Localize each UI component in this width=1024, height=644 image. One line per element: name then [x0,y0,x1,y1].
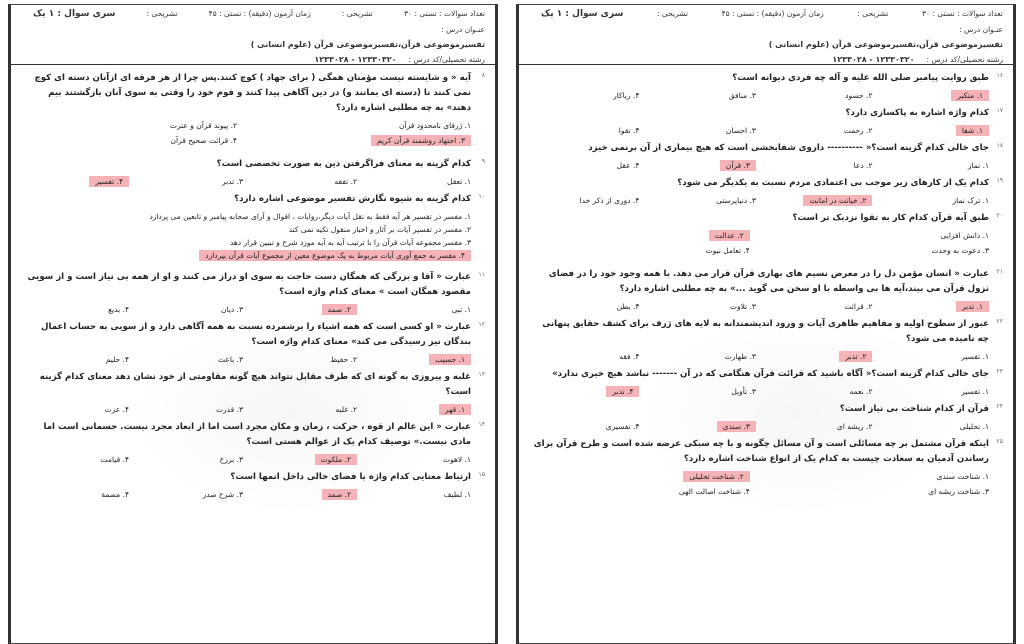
answer-option[interactable] [135,177,243,186]
question-text [529,317,1003,347]
highlighted-answer: ۴. تفسیر [89,176,129,187]
option-label: ۲. نعمه [849,387,873,396]
exam-header [11,5,495,65]
option-label: ۳. دعوت به وحدت [931,246,989,255]
course-title: تفسیرموضوعی قرآن،تفسیرموضوعی قرآن (علوم انسانی ) [768,40,1003,49]
option-label: ۱. شناخت سندی [936,472,989,481]
answer-options [529,387,1003,396]
field-code: ۱۲۳۳۰۳۲۰ - ۱۲۳۳۰۲۸ [832,55,915,64]
answer-option[interactable] [249,405,357,414]
answer-options [529,422,1003,431]
question-text [529,367,1003,382]
answer-option[interactable] [21,251,471,260]
option-label: ۳. باعث [217,355,243,364]
option-label: ۱. مفسر در تفسیر هر آیه فقط به نقل آیات دیگر،روایات ، اقوال و آرای صحابه پیامبر و تابعین می پردازد [149,212,471,221]
question-text [529,176,1003,191]
question-stem: کدام گزینه به معنای فراگرفتن دین به صورت تخصصی است؟ [216,159,471,169]
answer-option[interactable] [646,352,756,361]
answer-options [529,91,1003,100]
highlighted-answer: ۲. شناخت تحلیلی [683,471,749,482]
option-label: ۴. قیامت [100,455,129,464]
option-label: ۴. حلیم [105,355,129,364]
answer-options [21,455,485,464]
question-count: تعداد سوالات : تستی : ۳۰ [922,9,1003,18]
answer-option[interactable] [529,91,639,100]
question-text [529,267,1003,297]
answer-option[interactable] [255,136,471,145]
answer-option[interactable] [249,177,357,186]
option-label: ۱. دانش افزایی [940,231,989,240]
answer-options [21,355,485,364]
answer-options [21,305,485,314]
option-label: ۴. فقه [619,352,640,361]
question-number: ۲۲ [996,318,1003,325]
essay-count: تشریحی : [341,9,373,18]
answer-option[interactable] [646,422,756,431]
question-number: ۱۱ [478,271,485,278]
question-number: ۱۰ [478,193,485,200]
question-number: ۲۵ [996,438,1003,445]
option-label: ۳. طهارت [724,352,756,361]
question-item [529,141,1003,170]
answer-option[interactable] [21,305,129,314]
option-label: ۴. عقل [616,161,640,170]
question-text [21,470,485,485]
option-label: ۱. لطیف [443,490,471,499]
option-label: ۴. دوری از ذکر خدا [579,196,640,205]
option-label: ۲. تفقه [334,177,357,186]
option-label: ۳. تلاوت [729,302,756,311]
exam-duration: زمان آزمون (دقیقه) : تستی : ۴۵ [208,9,311,18]
answer-option[interactable] [762,196,872,205]
highlighted-answer: ۲. عدالت [709,230,750,241]
answer-option[interactable] [529,246,750,255]
option-label: ۲. رحمت [843,126,873,135]
question-text [529,437,1003,467]
answer-option[interactable] [135,490,243,499]
question-stem: طبق روایت پیامبر صلی الله علیه و آله چه فردی دیوانه است؟ [732,73,989,83]
highlighted-answer: ۱. حسیب [429,354,471,365]
option-label: ۴. تعامل نیوت [705,246,750,255]
answer-option[interactable] [363,490,471,499]
question-text [21,420,485,450]
answer-options [529,302,1003,311]
question-stem: عبارت « او کسی است که همه اشیاء را برشمرده نسبت به همه آگاهی دارد و از سویی به حساب اعمال بندگان نیز رسیدگی می کند» معنای کدام واژه است؟ [41,322,471,347]
option-label: ۳. قدرت [215,405,243,414]
option-label: ۴. تقوا [618,126,640,135]
question-stem: آیه « و شایسته نیست مؤمنان همگی ( برای جهاد ) کوچ کنند.پس چرا از هر فرقه ای ازآنان دسته ای کوچ نمی کنند تا (دسته ای بمانند و) در دین آگاهی پیدا کنند و قوم خود را وقتی به سوی آنان بازگشتند بیم دهند» به چه مطلبی اشاره دارد؟ [34,73,471,113]
answer-option[interactable] [768,487,989,496]
option-label: ۱. لاهوت [443,455,471,464]
question-number: ۲۳ [996,368,1003,375]
question-item [21,370,485,414]
option-label: ۱. نماز [967,161,989,170]
option-label: ۳. تدبر [221,177,243,186]
essay-count: تشریحی : [857,9,889,18]
question-item [529,106,1003,135]
highlighted-answer: ۳. قرآن [720,160,756,171]
question-item [529,267,1003,311]
question-text [21,71,485,116]
question-stem: غلبه و پیروزی به گونه ای که طرف مقابل نتواند هیچ گونه مقاومتی از خود نشان دهد معنای کدام گزینه است؟ [39,372,471,397]
answer-option[interactable] [529,161,639,170]
answer-option[interactable] [879,302,989,311]
option-label: ۴. بطن [616,302,640,311]
question-number: ۱۷ [996,107,1003,114]
question-number: ۱۲ [478,321,485,328]
answer-option[interactable] [21,212,471,221]
option-label: ۱. تعقل [447,177,471,186]
question-item [21,157,485,186]
question-number: ۲۴ [996,403,1003,410]
answer-option[interactable] [21,355,129,364]
question-count: تعداد سوالات : تستی : ۳۰ [404,9,485,18]
answer-option[interactable] [21,136,237,145]
answer-option[interactable] [762,387,872,396]
answer-option[interactable] [762,302,872,311]
answer-option[interactable] [646,196,756,205]
exam-header [519,5,1013,65]
answer-option[interactable] [879,91,989,100]
exam-page-left [8,4,498,644]
question-number: ۱۹ [996,177,1003,184]
option-label: ۱. نبی [451,305,471,314]
option-label: ۴. قرائت صحیح قرآن [170,136,237,145]
question-stem: جای خالی کدام گزینه است؟« آگاه باشید که قرائت قرآن هنگامی که در آن ------- نباشد هیچ خیری ندارد» [552,369,989,379]
highlighted-answer: ۱. شفا [956,125,989,136]
answer-option[interactable] [646,161,756,170]
answer-option[interactable] [363,305,471,314]
question-number: ۹ [481,158,485,165]
option-label: ۳. شناخت ریشه ای [928,487,989,496]
question-item [21,470,485,499]
highlighted-answer: ۲. ملکوت [315,454,357,465]
option-label: ۱. تحلیلی [959,422,989,431]
option-label: ۲. دعا [853,161,873,170]
answer-option[interactable] [363,177,471,186]
option-label: ۲. حفیظ [330,355,357,364]
question-series: سری سوال : ۱ یک [33,9,116,19]
answer-option[interactable] [762,91,872,100]
option-label: ۳. دیان [220,305,243,314]
question-text [21,192,485,207]
answer-option[interactable] [249,490,357,499]
option-label: ۴. مصمة [101,490,129,499]
answer-option[interactable] [21,225,471,234]
answer-options [529,231,1003,261]
answer-options [529,472,1003,502]
option-label: ۱. ژرفای نامحدود قرآن [399,121,471,130]
option-label: ۱. تفسیر [961,352,989,361]
highlighted-answer: ۲. تدبر [839,351,872,362]
answer-option[interactable] [768,472,989,481]
answer-option[interactable] [762,161,872,170]
answer-option[interactable] [879,126,989,135]
question-stem: طبق آیه قرآن کدام کار به تقوا نزدیک تر است؟ [792,213,989,223]
answer-option[interactable] [529,472,750,481]
option-label: ۳. احسان [725,126,756,135]
question-text [529,106,1003,121]
question-number: ۱۴ [478,421,485,428]
answer-option[interactable] [762,422,872,431]
option-label: ۳. دنیاپرستی [716,196,756,205]
question-text [21,320,485,350]
answer-options [21,212,485,264]
question-stem: کدام گزینه به شیوه نگارش تفسیر موضوعی اشاره دارد؟ [234,194,471,204]
answer-option[interactable] [255,121,471,130]
question-item [529,317,1003,361]
answer-option[interactable] [363,455,471,464]
option-label: ۳. شرح صدر [202,490,243,499]
answer-option[interactable] [21,177,129,186]
answer-option[interactable] [879,161,989,170]
highlighted-answer: ۴. تدبر [606,386,639,397]
option-label: ۲. غلبه [335,405,357,414]
answer-option[interactable] [529,196,639,205]
field-label: رشته تحصیلی/کد درس : [408,55,485,64]
field-label: رشته تحصیلی/کد درس : [926,55,1003,64]
question-item [529,176,1003,205]
option-label: ۳. برزخ [219,455,243,464]
question-item [21,420,485,464]
option-label: ۲. حسود [845,91,873,100]
highlighted-answer: ۲. خیانت در امانت [803,195,872,206]
highlighted-answer: ۱. تدبر [956,301,989,312]
answer-options [529,196,1003,205]
exam-page-right [516,4,1016,644]
option-label: ۲. پیوند قرآن و عترت [169,121,237,130]
highlighted-answer: ۳. سندی [717,421,756,432]
question-series: سری سوال : ۱ یک [541,9,624,19]
highlighted-answer: ۲. صمد [322,304,357,315]
highlighted-answer: ۱. قهر [439,404,471,415]
answer-option[interactable] [529,302,639,311]
answer-option[interactable] [529,126,639,135]
option-label: ۴. شناخت اصالت الهی [678,487,750,496]
question-text [529,211,1003,226]
question-stem: کدام یک از کارهای زیر موجب بی اعتمادی مردم نسبت به یکدیگر می شود؟ [677,178,989,188]
option-label: ۳. منافق [728,91,756,100]
question-stem: عبور از سطوح اولیه و مفاهیم ظاهری آیات و ورود اندیشمندانه به لایه های ژرف برای کشف حقایق پنهانی چه نامیده می شود؟ [542,319,989,344]
answer-option[interactable] [529,487,750,496]
question-stem: عبارت « انسان مؤمن دل را در معرض نسیم های بهاری قرآن قرار می دهد. با همه وجود خود را در فضای نزول قرآن می بیند،آیه ها بی واسطه با او سخن می گوید ...» به چه مطلبی اشاره دارد؟ [548,269,989,294]
question-stem: ارتباط معنایی کدام واژه با فضای خالی داخل انمها است؟ [230,472,471,482]
question-list [519,65,1013,514]
answer-option[interactable] [646,91,756,100]
option-label: ۴. تفسیری [605,422,640,431]
answer-options [21,121,485,151]
course-title: تفسیرموضوعی قرآن،تفسیرموضوعی قرآن (علوم انسانی ) [250,40,485,49]
option-label: ۱. تفسیر [961,387,989,396]
option-label: ۳. تأویل [731,387,756,396]
answer-option[interactable] [762,126,872,135]
course-label: عنـوان درس : [441,25,485,34]
option-label: ۱. ترک نماز [952,196,989,205]
question-number: ۱۵ [478,471,485,478]
answer-options [21,490,485,499]
question-number: ۱۶ [996,72,1003,79]
option-label: ۲. مفسر در تفسیر آیات بر آثار و اخبار منقول تکیه نمی کند [288,225,471,234]
question-stem: عبارت « آقا و بزرگی که همگان دست حاجت به سوی او دراز می کنند و او از همه بی نیاز است و از سویی مقصود همگان است » معنای کدام واژه است؟ [27,272,471,297]
question-item [21,320,485,364]
answer-option[interactable] [529,387,639,396]
answer-option[interactable] [879,352,989,361]
answer-option[interactable] [529,352,639,361]
question-number: ۲۰ [996,212,1003,219]
answer-option[interactable] [646,387,756,396]
answer-options [21,405,485,414]
answer-option[interactable] [646,126,756,135]
field-code: ۱۲۳۳۰۳۲۰ - ۱۲۳۳۰۲۸ [314,55,397,64]
answer-option[interactable] [21,490,129,499]
answer-option[interactable] [529,231,750,240]
question-item [21,192,485,264]
highlighted-answer: ۴. مفسر به جمع آوری آیات مربوط به یک موضوع معین از مجموع آیات قرآن بپردازد [199,250,471,261]
answer-option[interactable] [249,455,357,464]
answer-options [21,177,485,186]
question-number: ۱۸ [996,142,1003,149]
answer-option[interactable] [762,352,872,361]
question-stem: اینکه قرآن مشتمل بر چه مسائلی است و آن مسائل چگونه و با چه سبکی عرضه شده است و طرح قرآن برای رساندن آدمیان به سعادت چیست به کدام یک از انواع شناخت اشاره دارد؟ [533,439,989,464]
question-text [529,141,1003,156]
answer-option[interactable] [21,238,471,247]
answer-option[interactable] [879,387,989,396]
highlighted-answer: ۱. متکبر [951,90,989,101]
option-label: ۳. مفسر مجموعه آیات قرآن را با ترتیب آیه به آیه مورد شرح و تبیین قرار دهد [229,238,471,247]
answer-option[interactable] [646,302,756,311]
question-item [529,211,1003,261]
question-text [21,370,485,400]
answer-option[interactable] [21,121,237,130]
answer-option[interactable] [21,405,129,414]
essay-duration: تشریحی : [657,9,689,18]
answer-option[interactable] [363,405,471,414]
answer-option[interactable] [768,231,989,240]
question-text [529,402,1003,417]
answer-option[interactable] [768,246,989,255]
option-label: ۲. قرائت [844,302,873,311]
question-item [529,402,1003,431]
answer-option[interactable] [249,305,357,314]
answer-option[interactable] [135,305,243,314]
question-item [529,437,1003,502]
answer-option[interactable] [879,422,989,431]
question-item [529,71,1003,100]
answer-option[interactable] [135,355,243,364]
option-label: ۴. ریاکار [613,91,640,100]
answer-option[interactable] [249,355,357,364]
question-text [21,270,485,300]
answer-options [529,352,1003,361]
question-list [11,65,495,511]
highlighted-answer: ۳. اجتهاد روشمند قرآن کریم [371,135,471,146]
question-stem: کدام واژه اشاره به پاکسازی دارد؟ [845,108,989,118]
answer-option[interactable] [135,405,243,414]
question-number: ۱۳ [478,371,485,378]
question-stem: جای خالی کدام گزینه است؟« ---------- داروی شفابخشی است که هیچ بیماری از آن برنمی خیزد [588,143,989,153]
answer-option[interactable] [529,422,639,431]
essay-duration: تشریحی : [146,9,178,18]
question-item [21,71,485,151]
question-text [529,71,1003,86]
question-number: ۲۱ [996,268,1003,275]
question-item [21,270,485,314]
option-label: ۴. عزت [104,405,129,414]
question-number: ۸ [481,72,485,79]
answer-options [529,126,1003,135]
question-stem: قرآن از کدام شناخت بی نیاز است؟ [839,404,989,414]
highlighted-answer: ۲. صمد [322,489,357,500]
option-label: ۴. بدیع [108,305,129,314]
answer-option[interactable] [879,196,989,205]
answer-options [529,161,1003,170]
answer-option[interactable] [135,455,243,464]
option-label: ۲. ریشه ای [836,422,873,431]
answer-option[interactable] [21,455,129,464]
question-text [21,157,485,172]
exam-duration: زمان آزمون (دقیقه) : تستی : ۴۵ [721,9,824,18]
answer-option[interactable] [363,355,471,364]
question-item [529,367,1003,396]
course-label: عنـوان درس : [959,25,1003,34]
question-stem: عبارت « این عالم از قوه ، حرکت ، زمان و مکان مجرد است اما از ابعاد مجرد نیست. جسمانی است اما مادی نیست.» توصیف کدام یک از عوالم هستی است؟ [43,422,471,447]
